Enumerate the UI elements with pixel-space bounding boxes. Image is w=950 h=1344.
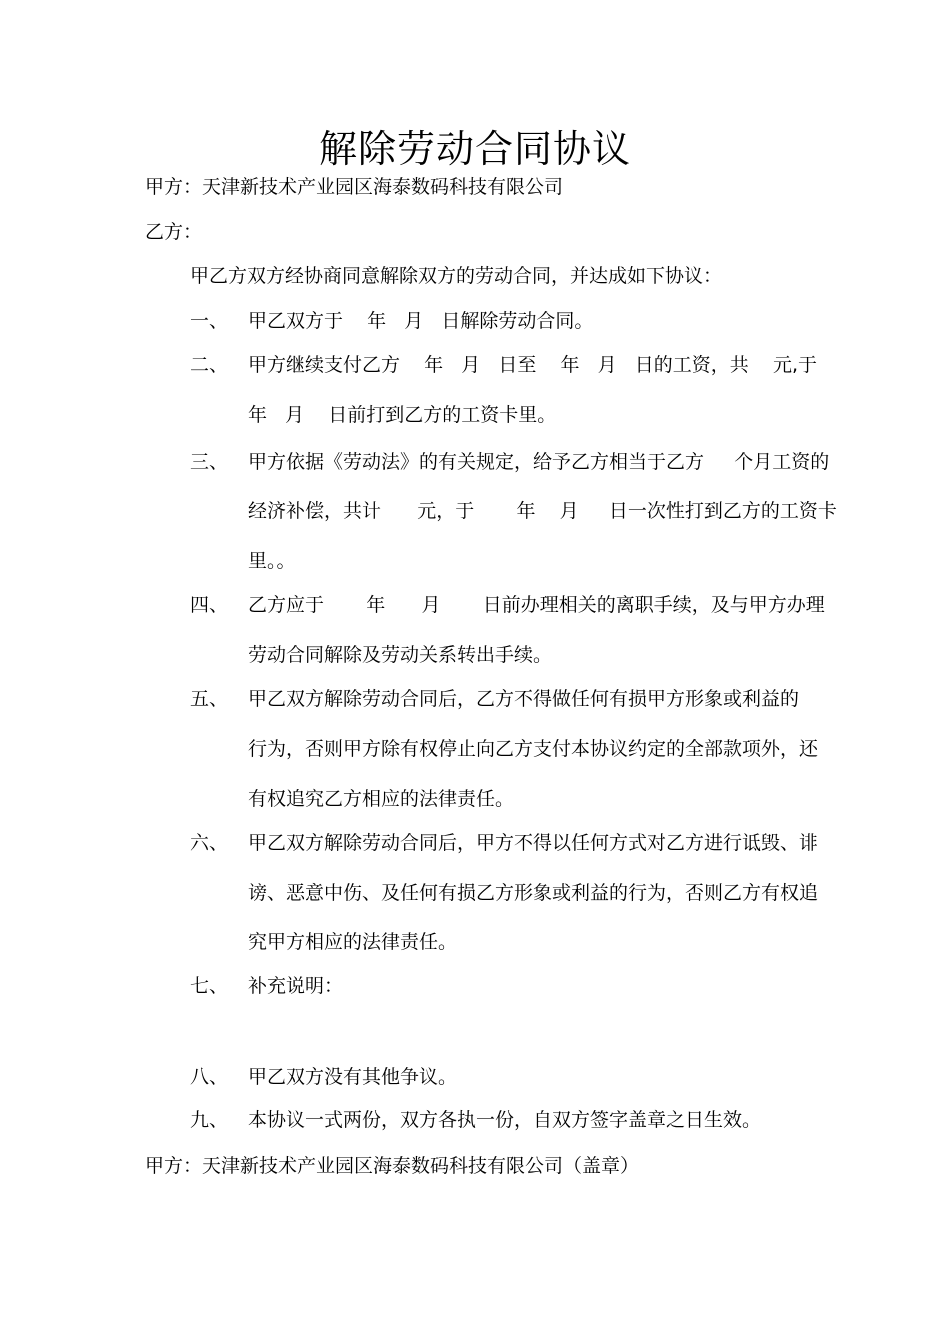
party-a-signature-line: 甲方：天津新技术产业园区海泰数码科技有限公司（盖章）	[145, 1155, 640, 1177]
clause-number: 二、	[190, 354, 229, 376]
clause-number: 六、	[190, 832, 229, 854]
clause-text-line: 甲乙双方于 年 月 日解除劳动合同。	[248, 310, 594, 332]
clause-text-line: 究甲方相应的法律责任。	[248, 931, 458, 953]
party-b-line: 乙方：	[145, 221, 203, 243]
clause-number: 三、	[190, 451, 229, 473]
clause-number: 九、	[190, 1109, 229, 1131]
intro-paragraph: 甲乙方双方经协商同意解除双方的劳动合同，并达成如下协议：	[190, 265, 723, 287]
clause-text-line: 劳动合同解除及劳动关系转出手续。	[248, 644, 553, 666]
clause-text-line: 甲乙双方解除劳动合同后，乙方不得做任何有损甲方形象或利益的	[248, 688, 800, 710]
clause-number: 五、	[190, 688, 229, 710]
clause-text-line: 甲乙双方没有其他争议。	[248, 1066, 458, 1088]
clause-number: 一、	[190, 310, 229, 332]
party-a-line: 甲方：天津新技术产业园区海泰数码科技有限公司	[145, 176, 564, 198]
clause-number: 八、	[190, 1066, 229, 1088]
clause-text-line: 本协议一式两份，双方各执一份，自双方签字盖章之日生效。	[248, 1109, 762, 1131]
clause-text-line: 谤、恶意中伤、及任何有损乙方形象或利益的行为，否则乙方有权追	[248, 882, 819, 904]
clause-text-line: 行为，否则甲方除有权停止向乙方支付本协议约定的全部款项外，还	[248, 738, 819, 760]
clause-text-line: 有权追究乙方相应的法律责任。	[248, 788, 515, 810]
clause-text-line: 甲方继续支付乙方 年 月 日至 年 月 日的工资，共 元,于	[248, 354, 817, 376]
document-title: 解除劳动合同协议	[318, 127, 631, 171]
clause-text-line: 年 月 日前打到乙方的工资卡里。	[248, 404, 557, 426]
clause-text-line: 甲方依据《劳动法》的有关规定，给予乙方相当于乙方 个月工资的	[248, 451, 830, 473]
clause-text-line: 里。。	[248, 550, 296, 572]
clause-text-line: 经济补偿，共计 元，于 年 月 日一次性打到乙方的工资卡	[248, 500, 837, 522]
clause-number: 七、	[190, 975, 229, 997]
clause-text-line: 补充说明：	[248, 975, 344, 997]
clause-number: 四、	[190, 594, 229, 616]
clause-text-line: 甲乙双方解除劳动合同后，甲方不得以任何方式对乙方进行诋毁、诽	[248, 832, 819, 854]
clause-text-line: 乙方应于 年 月 日前办理相关的离职手续，及与甲方办理	[248, 594, 825, 616]
